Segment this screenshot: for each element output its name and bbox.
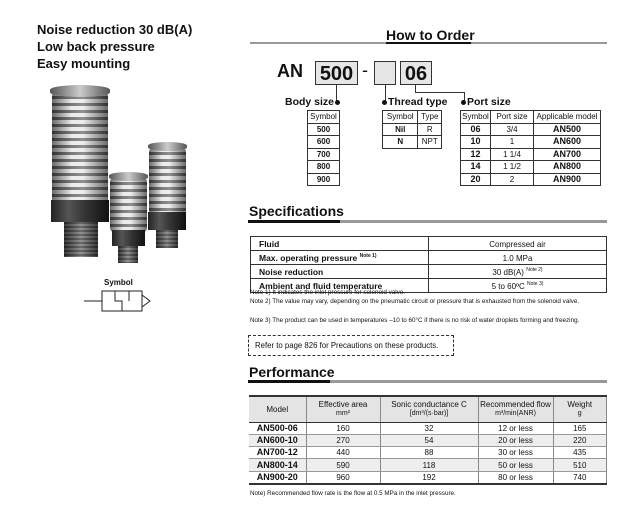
header-line: Recommended flow [480, 400, 551, 410]
table-header: Symbol [308, 111, 340, 124]
table-row [249, 422, 607, 434]
code-dash: - [362, 60, 368, 80]
header-line: Effective area [318, 400, 368, 410]
code-body-size: 500 [315, 61, 358, 85]
spec-label [251, 251, 429, 265]
spec-label-text: Ambient and fluid temperature [259, 281, 383, 291]
table-cell: 590 [306, 459, 380, 471]
header-line: Weight [567, 400, 593, 410]
table-cell: 20 or less [478, 434, 553, 446]
spec-note: Note 3) The product can be used in temperatures –10 to 60°C if there is no risk of water droplets forming and freezing. [250, 317, 580, 324]
code-port-size: 06 [400, 61, 432, 85]
table-cell: 30 or less [478, 447, 553, 459]
precautions-reference[interactable] [248, 335, 454, 356]
table-header-row [249, 396, 607, 422]
table-header: Symbol [462, 112, 489, 122]
table-cell: 50 or less [478, 459, 553, 471]
spec-value [429, 237, 607, 251]
table-cell: 220 [553, 434, 607, 446]
table-cell: Nil [383, 123, 418, 136]
spec-value-text: 5 to 60ºC [491, 282, 525, 291]
spec-note: Note 1) It indicates the inlet pressure for solenoid valve. [250, 289, 406, 296]
spec-value [429, 265, 607, 279]
spec-value-text: Compressed air [489, 240, 546, 249]
table-cell: AN900 [534, 173, 601, 186]
how-to-order-title: How to Order [386, 27, 475, 43]
silencer-symbol-icon [82, 288, 154, 314]
feature-item: Low back pressure [37, 39, 155, 54]
spec-label-text: Noise reduction [259, 267, 324, 277]
thread-type-table [382, 110, 442, 149]
precautions-link[interactable]: Refer to page 826 for Precautions on these products. [255, 341, 439, 350]
table-cell: 960 [306, 471, 380, 484]
table-cell: 10 [461, 136, 491, 149]
table-cell: 2 [491, 173, 534, 186]
table-cell: 440 [306, 447, 380, 459]
table-cell: 80 or less [478, 471, 553, 484]
table-cell: 192 [380, 471, 478, 484]
body-size-table [307, 110, 340, 186]
table-cell: N [383, 136, 418, 149]
table-cell: 06 [461, 123, 491, 136]
specifications-title: Specifications [249, 203, 344, 219]
table-cell: AN700-12 [249, 447, 306, 459]
header-line: Model [266, 404, 289, 414]
table-row [461, 161, 601, 174]
table-cell: 14 [461, 161, 491, 174]
note-ref: Note 2) [526, 267, 543, 273]
table-cell: 32 [380, 422, 478, 434]
table-row [461, 148, 601, 161]
table-header: Symbol [383, 111, 418, 124]
spec-value-text: 1.0 MPa [502, 254, 533, 263]
table-cell: 510 [553, 459, 607, 471]
specifications-table [250, 236, 607, 293]
code-prefix: AN [277, 61, 303, 81]
note-ref: Note 3) [527, 281, 544, 287]
spec-label-text: Fluid [259, 239, 280, 249]
table-cell: 1 1/4 [491, 148, 534, 161]
table-cell: 700 [308, 148, 340, 161]
table-row [461, 136, 601, 149]
table-header [380, 396, 478, 422]
header-unit: mm² [336, 410, 350, 418]
symbol-label: Symbol [104, 278, 133, 287]
feature-item: Easy mounting [37, 56, 131, 71]
note-ref: Note 1) [359, 253, 377, 259]
table-cell: 3/4 [491, 123, 534, 136]
table-cell: 600 [308, 136, 340, 149]
table-cell: AN800 [534, 161, 601, 174]
port-size-table [460, 110, 601, 186]
table-cell: AN600-10 [249, 434, 306, 446]
table-cell: AN900-20 [249, 471, 306, 484]
spec-label [251, 237, 429, 251]
table-header: Type [418, 111, 442, 124]
table-header: Applicable model [534, 111, 601, 124]
table-cell: 12 or less [478, 422, 553, 434]
table-row [249, 447, 607, 459]
code-thread-type [374, 61, 396, 85]
table-cell: AN600 [534, 136, 601, 149]
table-cell: AN800-14 [249, 459, 306, 471]
table-header [478, 396, 553, 422]
table-cell: 1 [491, 136, 534, 149]
spec-note: Note 2) The value may vary, depending on the pneumatic circuit or pressure that is exhausted from the solenoid valve. [250, 298, 580, 305]
spec-row [251, 251, 607, 265]
table-cell: NPT [418, 136, 442, 149]
table-cell: 435 [553, 447, 607, 459]
table-cell: 160 [306, 422, 380, 434]
table-cell: 500 [308, 123, 340, 136]
spec-row [251, 237, 607, 251]
performance-table [249, 395, 607, 485]
header-unit: m³/min(ANR) [495, 410, 536, 418]
spec-value-text: 30 dB(A) [492, 268, 524, 277]
table-cell: AN500-06 [249, 422, 306, 434]
table-cell: AN700 [534, 148, 601, 161]
table-cell: 20 [461, 173, 491, 186]
table-row [249, 459, 607, 471]
table-row [461, 123, 601, 136]
thread-type-label: Thread type [381, 96, 448, 108]
table-cell: 88 [380, 447, 478, 459]
table-row [249, 471, 607, 484]
port-size-label: Port size [460, 96, 511, 108]
spec-value [429, 251, 607, 265]
header-unit: [dm³/(s·bar)] [409, 410, 449, 418]
performance-title: Performance [249, 364, 335, 380]
table-header [306, 396, 380, 422]
spec-label-text: Max. operating pressure [259, 253, 358, 263]
feature-item: Noise reduction 30 dB(A) [37, 22, 193, 37]
table-cell: R [418, 123, 442, 136]
table-cell: 740 [553, 471, 607, 484]
table-row [461, 173, 601, 186]
header-line: Sonic conductance C [391, 400, 467, 410]
table-cell: 270 [306, 434, 380, 446]
table-header: Port size [491, 111, 534, 124]
table-cell: 165 [553, 422, 607, 434]
table-row [249, 434, 607, 446]
header-unit: g [577, 410, 582, 418]
table-header [553, 396, 607, 422]
table-cell: 12 [461, 148, 491, 161]
table-cell: 118 [380, 459, 478, 471]
spec-label [251, 265, 429, 279]
table-cell: 1 1/2 [491, 161, 534, 174]
body-size-label: Body size [285, 96, 341, 108]
table-header [249, 396, 306, 422]
table-cell: 800 [308, 161, 340, 174]
table-cell: 900 [308, 173, 340, 186]
feature-list [37, 21, 192, 72]
table-cell: 54 [380, 434, 478, 446]
spec-row [251, 265, 607, 279]
performance-note: Note) Recommended flow rate is the flow at 0.5 MPa in the inlet pressure. [250, 490, 456, 497]
table-cell: AN500 [534, 123, 601, 136]
